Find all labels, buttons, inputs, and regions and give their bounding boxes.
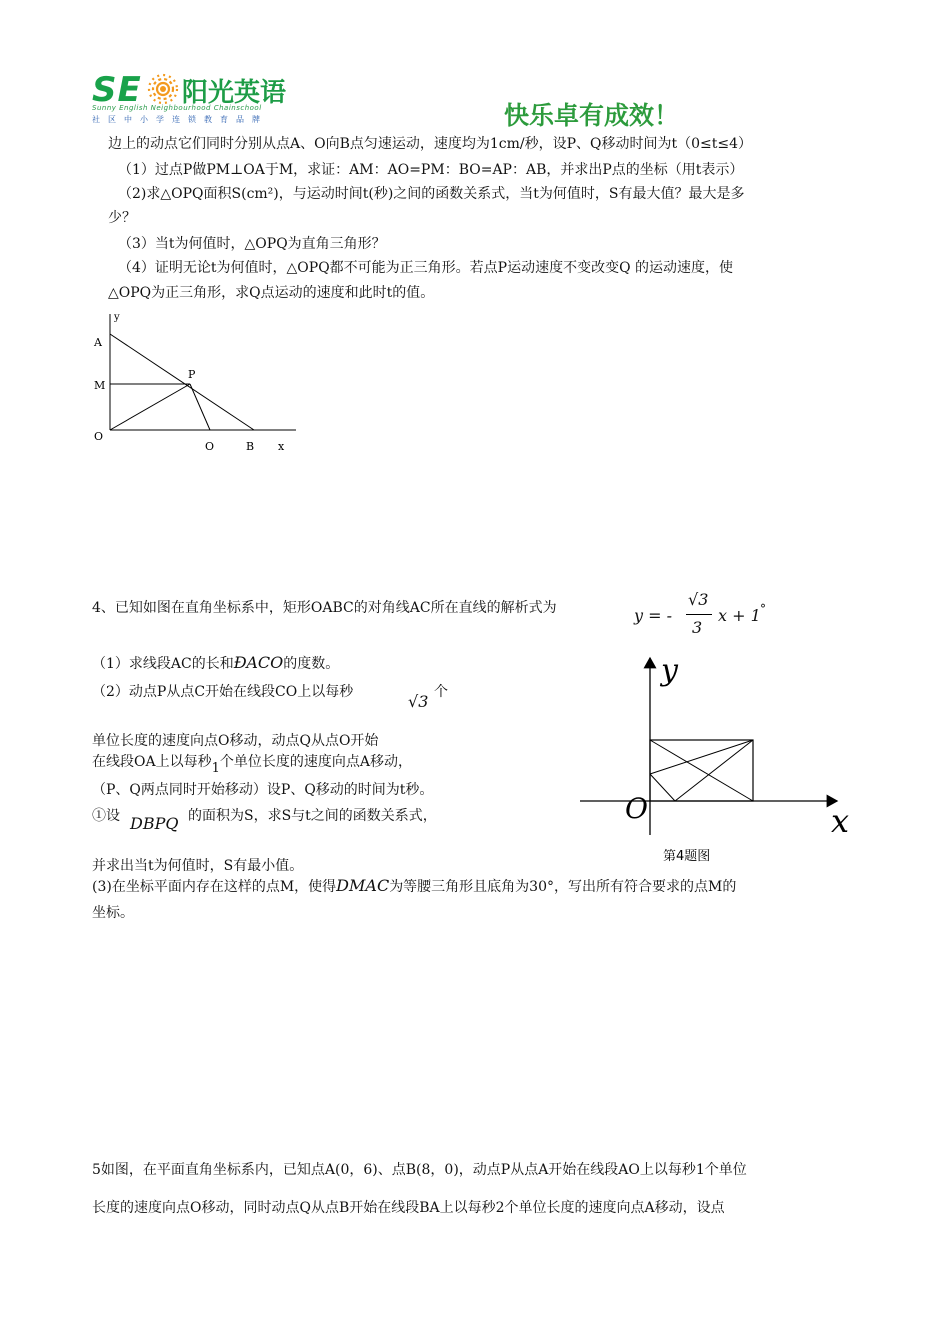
label-o: O (94, 430, 104, 443)
q3-text-b: 为等腰三角形且底角为30°，写出所有符合要求的点M的 (389, 879, 737, 895)
problem3-intro: 边上的动点它们同时分别从点A、O向B点匀速运动，速度均为1cm/秒，设P、Q移动时间为t（0≤t≤4） (108, 136, 753, 152)
label-x: x (831, 802, 850, 840)
logo-title: 阳光英语 (182, 78, 287, 108)
label-o: O (625, 792, 648, 825)
problem3-q2-line2: 少？ (108, 210, 136, 226)
triangle-bpq: DBPQ (130, 814, 179, 833)
segment-pq (190, 384, 210, 430)
formula-numerator: √3 (688, 590, 709, 609)
problem5-line2: 长度的速度向点O移动，同时动点Q从点B开始在线段BA上以每秒2个单位长度的速度向点A移动，设点 (92, 1200, 725, 1216)
line-b-text2: 个单位长度的速度向点A移动， (219, 754, 412, 770)
sqrt3: √3 (408, 692, 429, 711)
problem4-q1 (92, 653, 339, 674)
figure-caption: 第4题图 (663, 849, 711, 864)
formula-rhs: x + 1 (718, 606, 761, 625)
problem4-line-a: 单位长度的速度向点O移动，动点Q从点O开始 (92, 733, 379, 749)
problem3-q2-line1: （2)求△OPQ面积S(cm²)，与运动时间t(秒)之间的函数关系式，当t为何值时，S有最大值？最大是多 (118, 186, 745, 202)
label-a: A (94, 336, 102, 349)
formula-end: ° (760, 602, 766, 616)
sun-icon (146, 72, 180, 106)
label-x: x (278, 440, 285, 453)
problem4-formula (634, 590, 774, 642)
problem4-figure (575, 650, 865, 870)
problem4-q3-c: 坐标。 (92, 905, 134, 921)
slogan: 快乐卓有成效！ (504, 101, 680, 130)
diagonal-ac (650, 740, 753, 801)
label-p: P (188, 368, 196, 381)
problem3-q1: （1）过点P做PM⊥OA于M，求证：AM：AO=PM：BO=AP：AB，并求出P点的坐标（用t表示） (118, 162, 744, 178)
problem4-sub1-c: 并求出当t为何值时，S有最小值。 (92, 858, 304, 874)
q3-text-a: (3)在坐标平面内存在这样的点M，使得 (92, 879, 337, 895)
logo-mark: SE (92, 70, 142, 110)
problem4-line-c: （P、Q两点同时开始移动）设P、Q移动的时间为t秒。 (92, 782, 434, 798)
q2-text-a: （2）动点P从点C开始在线段CO上以每秒 (92, 684, 354, 700)
fraction-bar (686, 614, 712, 615)
problem4-q2 (92, 682, 353, 702)
q1-text-a: （1）求线段AC的长和 (92, 656, 234, 672)
formula-lhs: y = - (634, 606, 673, 625)
angle-aco: ÐACO (233, 653, 284, 672)
formula-denominator: 3 (692, 618, 703, 637)
problem3-figure (86, 306, 306, 456)
segment-op (110, 384, 190, 430)
triangle-mac: DMAC (336, 876, 390, 895)
problem4-line-b (92, 752, 412, 776)
segment-ab (110, 334, 254, 430)
line-b-one: 1 (211, 761, 220, 776)
sub1-text-a: ①设 (92, 808, 120, 824)
q2-text-b: 个 (434, 684, 448, 700)
q1-text-b: 的度数。 (283, 656, 340, 672)
segment-pq (650, 774, 675, 801)
label-b: B (246, 440, 255, 453)
segment-bp (675, 740, 753, 801)
problem3-q4-line2: △OPQ为正三角形，求Q点运动的速度和此时t的值。 (108, 285, 435, 301)
logo-subtitle: 社区中小学连锁教育品牌 (92, 115, 268, 124)
problem5-line1: 5如图，在平面直角坐标系内，已知点A(0，6)、点B(8，0)，动点P从点A开始在线段AO上以每秒1个单位 (92, 1162, 747, 1178)
problem4-stem: 4、已知如图在直角坐标系中，矩形OABC的对角线AC所在直线的解析式为 (92, 600, 557, 616)
segment-bq (650, 740, 753, 774)
line-b-text1: 在线段OA上以每秒 (92, 754, 212, 770)
problem3-q4-line1: （4）证明无论t为何值时，△OPQ都不可能为正三角形。若点P运动速度不变改变Q 的运动速度，使 (118, 260, 734, 276)
label-y: y (661, 653, 678, 688)
problem4-sub1 (92, 806, 120, 826)
logo-english: Sunny English Neighbourhood Chainschool (92, 104, 262, 112)
label-m: M (94, 379, 106, 392)
label-q: O (205, 440, 215, 453)
label-y: y (114, 312, 120, 323)
problem3-q3: （3）当t为何值时，△OPQ为直角三角形？ (118, 236, 386, 252)
problem4-q3 (92, 876, 736, 897)
sub1-text-b: 的面积为S，求S与t之间的函数关系式， (188, 808, 437, 824)
